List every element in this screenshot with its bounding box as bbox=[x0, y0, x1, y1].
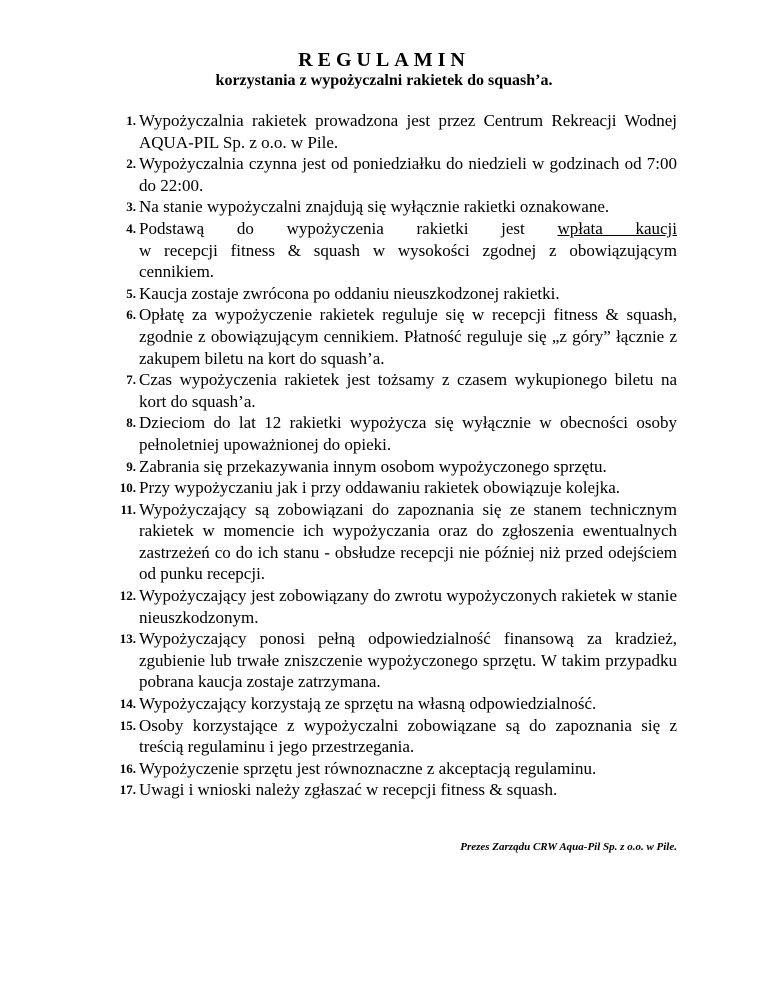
rule-item bbox=[119, 477, 677, 499]
rule-number: 11. bbox=[120, 501, 136, 517]
rule-item bbox=[119, 758, 677, 780]
rule-number: 16. bbox=[119, 760, 136, 776]
rule-item bbox=[126, 369, 677, 412]
rule-number: 15. bbox=[119, 717, 136, 733]
rule-text: Uwagi i wnioski należy zgłaszać w recepcji fitness & squash. bbox=[139, 780, 558, 800]
rule-text-first-line bbox=[139, 218, 677, 240]
rule-text: Przy wypożyczaniu jak i przy oddawaniu rakietek obowiązuje kolejka. bbox=[139, 478, 621, 498]
rule-text: Czas wypożyczenia rakietek jest tożsamy z czasem wykupionego biletu na kort do squash’a. bbox=[139, 370, 677, 411]
signature: Prezes Zarządu CRW Aqua-Pil Sp. z o.o. w Pile. bbox=[460, 841, 677, 853]
rule-number: 10. bbox=[119, 480, 136, 496]
rule-number: 3. bbox=[126, 199, 136, 215]
rule-number: 4. bbox=[126, 220, 136, 236]
rule-number: 7. bbox=[126, 372, 136, 388]
rule-item bbox=[119, 779, 677, 801]
rule-text: Na stanie wypożyczalni znajdują się wyłącznie rakietki oznakowane. bbox=[139, 197, 610, 217]
rule-text: Kaucja zostaje zwrócona po oddaniu nieuszkodzonej rakietki. bbox=[139, 283, 560, 303]
rule-item bbox=[126, 153, 677, 196]
rule-number: 14. bbox=[119, 696, 136, 712]
rule-item bbox=[126, 283, 677, 305]
rule-number: 9. bbox=[126, 458, 136, 474]
rule-text-rest: w recepcji fitness & squash w wysokości zgodnej z obowiązującym cennikiem. bbox=[139, 240, 677, 282]
rule-number: 6. bbox=[126, 307, 136, 323]
rule-text: Dzieciom do lat 12 rakietki wypożycza się wyłącznie w obecności osoby pełnoletniej upoważnionej do opieki. bbox=[139, 413, 677, 454]
rule-item bbox=[126, 456, 677, 478]
rule-text: Osoby korzystające z wypożyczalni zobowiązane są do zapoznania się z treścią regulaminu i jego przestrzegania. bbox=[139, 715, 677, 757]
rule-item bbox=[119, 693, 677, 715]
rule-number: 17. bbox=[119, 782, 136, 798]
rule-text: Wypożyczający ponosi pełną odpowiedzialność finansową za kradzież, zgubienie lub trwałe zniszczenie wypożyczonego sprzętu. W takim przypadku pobrana kaucja zostaje zatrzymana. bbox=[139, 629, 677, 692]
rule-item bbox=[119, 585, 677, 628]
rule-text: Wypożyczający jest zobowiązany do zwrotu wypożyczonych rakietek w stanie nieuszkodzonym. bbox=[139, 586, 677, 627]
rule-number: 12. bbox=[119, 588, 136, 604]
rule-item bbox=[119, 715, 677, 758]
rule-number: 5. bbox=[126, 285, 136, 301]
rule-number: 8. bbox=[126, 415, 136, 431]
rule-text: Wypożyczający są zobowiązani do zapoznania się ze stanem technicznym rakietek w momencie ich wypożyczania oraz do zgłoszenia ewentualnych zastrzeżeń co do ich stanu - obsłudze recepcji nie później niż przed odejściem od punku recepcji. bbox=[139, 499, 677, 584]
rule-number: 13. bbox=[119, 631, 136, 647]
rule-text: Wypożyczenie sprzętu jest równoznaczne z akceptacją regulaminu. bbox=[139, 758, 597, 778]
rule-item bbox=[120, 499, 677, 585]
document-title: REGULAMIN bbox=[298, 49, 470, 71]
rule-text: Zabrania się przekazywania innym osobom wypożyczonego sprzętu. bbox=[139, 456, 607, 476]
rule-item bbox=[119, 628, 677, 693]
rule-text: Wypożyczalnia czynna jest od poniedziałku do niedzieli w godzinach od 7:00 do 22:00. bbox=[139, 154, 677, 195]
rule-number: 2. bbox=[126, 156, 136, 172]
rules-list bbox=[0, 110, 768, 801]
rule-text: Wypożyczający korzystają ze sprzętu na własną odpowiedzialność. bbox=[139, 694, 597, 714]
rule-item bbox=[126, 110, 677, 153]
rule-text-underlined: wpłata kaucji bbox=[557, 218, 677, 238]
rule-text: Opłatę za wypożyczenie rakietek reguluje się w recepcji fitness & squash, zgodnie z obowiązującym cennikiem. Płatność reguluje się „z góry” łącznie z zakupem biletu na kort do squash’a. bbox=[139, 305, 677, 368]
rule-text: Podstawą do wypożyczenia rakietki jest bbox=[139, 218, 525, 238]
rule-text: Wypożyczalnia rakietek prowadzona jest przez Centrum Rekreacji Wodnej AQUA-PIL Sp. z o.o. w Pile. bbox=[139, 111, 677, 152]
rule-item bbox=[126, 218, 677, 283]
rule-number: 1. bbox=[126, 113, 136, 128]
rule-item bbox=[126, 196, 677, 218]
rule-item bbox=[126, 412, 677, 455]
document-subtitle: korzystania z wypożyczalni rakietek do squash’a. bbox=[215, 72, 553, 89]
rule-item bbox=[126, 304, 677, 369]
